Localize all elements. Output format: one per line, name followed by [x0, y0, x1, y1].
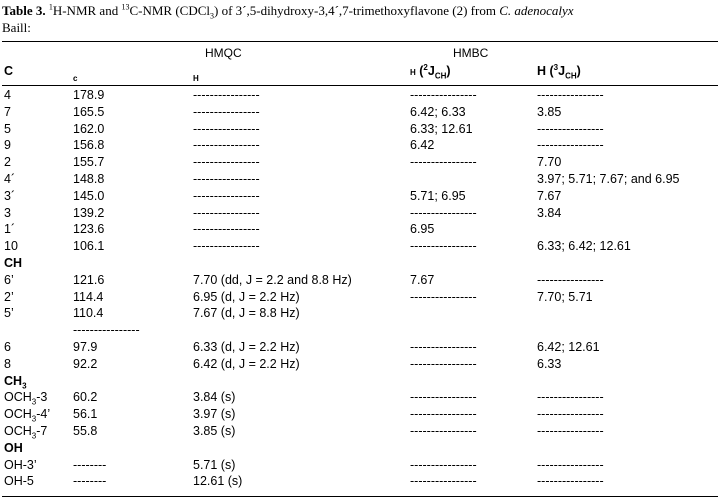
- table-cell-dh: ----------------: [193, 172, 260, 186]
- table-cell-c: 8: [4, 357, 11, 371]
- table-cell-dc: 110.4: [73, 306, 104, 320]
- table-cell-c: 4: [4, 88, 11, 102]
- table-cell-c: 5’: [4, 306, 14, 320]
- table-cell-dc: 121.6: [73, 273, 105, 287]
- table-cell-dc: ----------------: [73, 323, 140, 337]
- table-cell-j2: ----------------: [410, 290, 477, 304]
- table-cell-j2: 6.42; 6.33: [410, 105, 466, 119]
- table-cell-dh: 6.95 (d, J = 2.2 Hz): [193, 290, 300, 304]
- col-header-3j: H $(^3J_{CH})$: [537, 62, 581, 81]
- header-hmqc: HMQC: [205, 46, 242, 60]
- table-cell-j3: 7.67: [537, 189, 562, 203]
- table-cell-c: OH: [4, 441, 23, 455]
- table-cell-dc: 114.4: [73, 290, 104, 304]
- table-cell-j2: 7.67: [410, 273, 435, 287]
- table-cell-j3: 6.33; 6.42; 12.61: [537, 239, 631, 253]
- table-cell-c: 5: [4, 122, 11, 136]
- table-cell-dc: 178.9: [73, 88, 105, 102]
- table-cell-dc: 148.8: [73, 172, 105, 186]
- table-cell-c: OH-5: [4, 474, 34, 488]
- caption-nmr13: C-NMR (CDCl: [129, 3, 210, 18]
- table-cell-c: 6’: [4, 273, 14, 287]
- caption-sub-3: 3: [210, 11, 214, 21]
- header-rule: [2, 85, 718, 86]
- table-cell-c: 2: [4, 155, 11, 169]
- table-cell-dh: ----------------: [193, 239, 260, 253]
- caption-compound: ) of 3´,5-dihydroxy-3,4´,7-trimethoxyflavone (2) from: [214, 3, 500, 18]
- table-cell-j2: ----------------: [410, 390, 477, 404]
- col-header-c: C: [4, 64, 14, 78]
- table-cell-dh: 12.61 (s): [193, 474, 243, 488]
- table-cell-dh: 7.70 (dd, J = 2.2 and 8.8 Hz): [193, 273, 352, 287]
- table-cell-dc: 55.8: [73, 424, 98, 438]
- table-cell-c: CH: [4, 256, 23, 270]
- table-cell-j3: ----------------: [537, 390, 604, 404]
- table-cell-c: $OCH_3-7$: [4, 424, 48, 441]
- col-header-2j: H $(^2J_{CH})$: [410, 62, 451, 81]
- table-cell-dc: 92.2: [73, 357, 98, 371]
- table-cell-j2: ----------------: [410, 357, 477, 371]
- table-cell-j3: ----------------: [537, 138, 604, 152]
- table-cell-dh: ----------------: [193, 189, 260, 203]
- table-cell-j3: 3.84: [537, 206, 562, 220]
- table-cell-dh: ----------------: [193, 105, 260, 119]
- table-cell-j3: 3.97; 5.71; 7.67; and 6.95: [537, 172, 680, 186]
- table-cell-j3: 7.70: [537, 155, 562, 169]
- table-cell-j2: 6.33; 12.61: [410, 122, 473, 136]
- table-cell-j2: 6.42: [410, 138, 435, 152]
- table-cell-dh: ----------------: [193, 155, 260, 169]
- table-cell-j3: ----------------: [537, 474, 604, 488]
- table-cell-dc: 60.2: [73, 390, 98, 404]
- table-cell-dh: 5.71 (s): [193, 458, 236, 472]
- table-cell-j2: ----------------: [410, 424, 477, 438]
- col-header-delta-h: H: [193, 74, 199, 83]
- table-cell-dc: --------: [73, 474, 107, 488]
- table-cell-dc: --------: [73, 458, 107, 472]
- table-cell-dh: ----------------: [193, 206, 260, 220]
- top-rule: [2, 41, 718, 42]
- table-cell-dc: 139.2: [73, 206, 105, 220]
- caption-line-2: Baill:: [2, 20, 31, 35]
- table-cell-j3: ----------------: [537, 88, 604, 102]
- table-cell-c: 3: [4, 206, 11, 220]
- table-cell-dc: 162.0: [73, 122, 105, 136]
- table-cell-c: $OCH_3-3$: [4, 390, 48, 407]
- table-cell-dh: ----------------: [193, 88, 260, 102]
- table-cell-c: 6: [4, 340, 11, 354]
- table-cell-dh: 3.84 (s): [193, 390, 236, 404]
- table-cell-c: 2’: [4, 290, 14, 304]
- table-cell-dh: ----------------: [193, 122, 260, 136]
- table-cell-j3: ----------------: [537, 273, 604, 287]
- caption-species: C. adenocalyx: [499, 3, 574, 18]
- table-cell-j2: ----------------: [410, 458, 477, 472]
- table-cell-c: 1´: [4, 222, 16, 236]
- table-cell-dh: 3.85 (s): [193, 424, 236, 438]
- bottom-rule: [2, 496, 718, 497]
- table-cell-dc: 156.8: [73, 138, 105, 152]
- table-cell-dc: 56.1: [73, 407, 98, 421]
- caption-nmr1: H-NMR and: [52, 3, 122, 18]
- table-cell-j2: 5.71; 6.95: [410, 189, 466, 203]
- table-cell-j2: ----------------: [410, 407, 477, 421]
- table-cell-c: 10: [4, 239, 18, 253]
- table-cell-j2: ----------------: [410, 206, 477, 220]
- caption-sup-1: 1: [48, 2, 53, 12]
- table-cell-c: OH-3’: [4, 458, 37, 472]
- table-cell-dh: ----------------: [193, 222, 260, 236]
- table-cell-c: $CH_3$: [4, 374, 27, 391]
- table-cell-c: 4´: [4, 172, 16, 186]
- table-cell-j3: 7.70; 5.71: [537, 290, 593, 304]
- table-cell-dc: 165.5: [73, 105, 105, 119]
- table-cell-dh: 6.33 (d, J = 2.2 Hz): [193, 340, 300, 354]
- table-cell-j2: ----------------: [410, 88, 477, 102]
- table-cell-dc: 123.6: [73, 222, 105, 236]
- caption-sup-13: 13: [121, 2, 130, 12]
- table-cell-j3: ----------------: [537, 407, 604, 421]
- table-cell-c: 3´: [4, 189, 16, 203]
- table-cell-j3: 6.33: [537, 357, 562, 371]
- table-cell-j3: 3.85: [537, 105, 562, 119]
- table-cell-dc: 106.1: [73, 239, 105, 253]
- table-cell-j2: ----------------: [410, 340, 477, 354]
- table-cell-j2: ----------------: [410, 155, 477, 169]
- table-cell-j2: ----------------: [410, 474, 477, 488]
- header-hmbc: HMBC: [453, 46, 489, 60]
- table-caption: [2, 2, 721, 36]
- table-cell-j2: 6.95: [410, 222, 435, 236]
- table-cell-c: 9: [4, 138, 11, 152]
- table-cell-c: 7: [4, 105, 11, 119]
- table-cell-j3: ----------------: [537, 424, 604, 438]
- table-cell-j3: 6.42; 12.61: [537, 340, 600, 354]
- table-cell-dh: 7.67 (d, J = 8.8 Hz): [193, 306, 300, 320]
- table-cell-dc: 97.9: [73, 340, 98, 354]
- col-header-delta-c: c: [73, 74, 78, 83]
- table-cell-dh: 3.97 (s): [193, 407, 236, 421]
- table-label: Table 3.: [2, 3, 46, 18]
- table-cell-dc: 145.0: [73, 189, 105, 203]
- table-cell-dh: ----------------: [193, 138, 260, 152]
- table-cell-c: $OCH_3-4$’: [4, 407, 51, 424]
- table-cell-j3: ----------------: [537, 122, 604, 136]
- table-cell-j2: ----------------: [410, 239, 477, 253]
- table-cell-dh: 6.42 (d, J = 2.2 Hz): [193, 357, 300, 371]
- table-cell-j3: ----------------: [537, 458, 604, 472]
- table-cell-dc: 155.7: [73, 155, 105, 169]
